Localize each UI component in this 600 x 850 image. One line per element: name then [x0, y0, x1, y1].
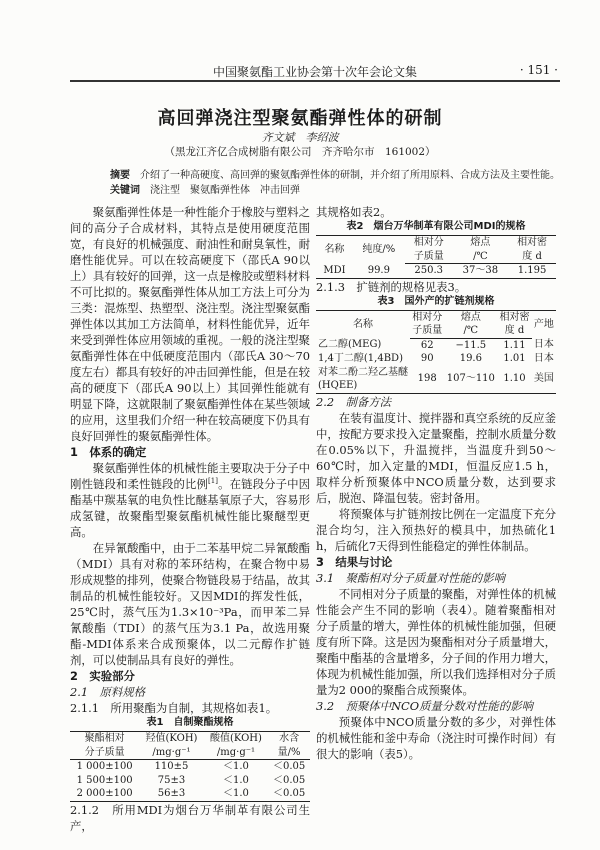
cell: 2 000±100 [76, 788, 133, 799]
cell: 90 [420, 353, 434, 364]
col-header: /mg·g⁻¹ [139, 746, 203, 760]
authors: 齐文斌 李绍波 [261, 131, 339, 144]
col-header: 相对密 [517, 237, 548, 248]
citation: [1] [208, 477, 218, 486]
paragraph: 在装有温度计、搅拌器和真空系统的反应釜中，按配方要求投入定量聚酯，控制水质量分数在0.05%以下，升温搅拌，当温度升到50～60℃时，加入定量的MDI，恒温反应1.5 h，取样分析预聚体中NCO质量分数，达到要求后，脱泡、降温包装。密封备用。 [316, 410, 556, 505]
table-1-title: 表1 自制聚酯规格 [146, 717, 234, 728]
col-header: 熔点 [460, 311, 481, 323]
table-row [316, 338, 556, 352]
section-2-2-heading: 2.2 制备方法 [316, 394, 392, 409]
table-row [316, 264, 556, 279]
text: 聚氨酯弹性体的机械性能主要取决于分子中刚性链段和柔性链段的比例 [70, 461, 310, 491]
table-row [70, 787, 310, 801]
cell: 1.11 [503, 339, 526, 351]
cell: 对苯二酚二羟乙基醚(HQEE) [318, 366, 408, 391]
text: 。在链段分子中因酯基中羰基氧的电负性比醚基氧原子大，容易形成氢键，故聚酯型聚氨酯机械性能比聚醚型更高。 [70, 477, 310, 539]
cell: 1,4丁二醇(1,4BD) [318, 353, 403, 364]
cell: 1 500±100 [76, 774, 133, 786]
col-header: 相对分 [413, 237, 444, 248]
cell: 110±5 [154, 761, 189, 772]
abstract-text: 介绍了一种高硬度、高回弹的聚氨酯弹性体的研制，并介绍了所用原料、合成方法及主要性能。 [140, 170, 560, 181]
cell: 日本 [533, 353, 554, 364]
cell: 99.9 [367, 264, 390, 276]
col-header: 量/% [268, 746, 310, 760]
section-2-1-1: 2.1.1 所用聚酯为自制，其规格如表1。 [70, 701, 278, 715]
col-header: 子质量 [405, 250, 453, 264]
abstract [110, 168, 560, 198]
table-row [316, 352, 556, 366]
right-column [316, 204, 556, 762]
col-header: 子质量 [410, 324, 444, 338]
cell: 37～38 [462, 265, 499, 276]
paper-title: 高回弹浇注型聚氨酯弹性体的研制 [157, 108, 443, 129]
col-header: 产地 [533, 318, 554, 330]
col-header: 纯度/% [362, 244, 396, 255]
paragraph: 预聚体中NCO质量分数的多少，对弹性体的机械性能和釜中寿命（浇注时可操作时间）有很大的影响（表5）。 [316, 714, 556, 761]
section-3-1-heading: 3.1 聚酯相对分子质量对性能的影响 [316, 570, 505, 585]
cell: 1.195 [517, 265, 547, 276]
paragraph: 将预聚体与扩链剂按比例在一定温度下充分混合均匀，注入预热好的模具中，加热硫化1 h，后硫化7天得到性能稳定的弹性体制品。 [316, 506, 556, 553]
affiliation: （黑龙江齐亿合成树脂有限公司 齐齐哈尔市 161002） [164, 146, 436, 158]
running-header [70, 60, 560, 80]
continuation: 其规格如表2。 [316, 205, 392, 219]
table-3-title: 表3 国外产的扩链剂规格 [377, 295, 495, 307]
cell: 107～110 [446, 373, 495, 385]
col-header: 酸值(KOH) [209, 733, 262, 744]
keywords-label: 关键词 [110, 185, 140, 196]
section-3-heading: 3 结果与讨论 [316, 554, 393, 569]
col-header: 名称 [324, 244, 345, 255]
section-2-1-heading: 2.1 原料规格 [70, 685, 146, 699]
paragraph [70, 460, 310, 540]
section-2-heading: 2 实验部分 [70, 669, 135, 683]
abstract-label: 摘要 [110, 170, 130, 181]
page-number: · 151 · [519, 63, 558, 77]
cell: 1 000±100 [76, 761, 133, 772]
cell: 250.3 [414, 265, 444, 276]
cell: ＜1.0 [223, 761, 249, 772]
keywords: 浇注型 聚氨酯弹性体 冲击回弹 [150, 185, 300, 196]
journal-title: 中国聚氨酯工业协会第十次年会论文集 [212, 65, 417, 79]
left-column [70, 204, 310, 834]
section-2-1-2: 2.1.2 所用MDI为烟台万华制革有限公司生产， [70, 802, 310, 833]
intro-paragraph: 聚氨酯弹性体是一种性能介于橡胶与塑料之间的高分子合成材料，其特点是使用硬度范围宽，有良好的机械强度、耐油性和耐臭氧性，耐磨性能优异。可以在较高硬度下（邵氏A 90以上）具有较好的回弹，这一点是橡胶或塑料材料不可比拟的。聚氨酯弹性体从加工方法上可分为三类：混炼型、热塑型、浇注型。浇注型聚氨酯弹性体以其加工方法简单，材料性能优异，近年来受到弹性体应用领域的重视。一般的浇注型聚氨酯弹性体在中低硬度范围内（邵氏A 30～70度左右）都具有较好的冲击回弹性能，但是在较高的硬度下（邵氏A 90以上）其回弹性能就有明显下降，这就限制了聚氨酯弹性体在某些领域的应用，这里我们介绍一种在较高硬度下仍具有良好回弹性的聚氨酯弹性体。 [70, 205, 310, 443]
table-1 [70, 731, 310, 802]
cell: ＜0.05 [272, 761, 306, 772]
table-2 [316, 235, 556, 279]
col-header: /mg·g⁻¹ [204, 746, 268, 760]
cell: 乙二醇(MEG) [318, 339, 382, 351]
col-header: /℃ [453, 250, 509, 264]
cell: 日本 [533, 339, 554, 351]
col-header: 羟值(KOH) [145, 733, 198, 744]
col-header: 熔点 [470, 237, 491, 248]
cell: ＜1.0 [223, 788, 249, 799]
cell: 19.6 [459, 353, 482, 364]
table-2-title: 表2 烟台万华制革有限公司MDI的规格 [346, 221, 526, 232]
header-rule [70, 80, 560, 82]
col-header: 聚酯相对 [84, 733, 125, 744]
col-header: 水含 [279, 733, 300, 744]
cell: 56±3 [157, 788, 186, 799]
col-header: 度 d [497, 324, 531, 338]
table-row [70, 760, 310, 774]
cell: 1.01 [503, 353, 526, 364]
table-3 [316, 310, 556, 394]
section-1-heading: 1 体系的确定 [70, 445, 147, 459]
cell: −11.5 [455, 339, 487, 351]
table-row [70, 774, 310, 788]
col-header: /℃ [444, 324, 497, 338]
section-3-2-heading: 3.2 预聚体中NCO质量分数对性能的影响 [316, 698, 533, 713]
cell: 62 [420, 339, 434, 351]
table-row [316, 366, 556, 394]
cell: ＜0.05 [272, 774, 306, 786]
col-header: 分子质量 [70, 746, 139, 760]
cell: MDI [323, 264, 346, 276]
col-header: 相对分 [412, 311, 443, 323]
cell: 美国 [533, 373, 554, 385]
cell: 1.10 [503, 373, 526, 385]
col-header: 相对密 [499, 311, 530, 323]
cell: 198 [417, 373, 437, 385]
cell: ＜1.0 [223, 774, 249, 786]
col-header: 名称 [353, 318, 373, 330]
section-2-1-3: 2.1.3 扩链剂的规格见表3。 [316, 279, 467, 294]
col-header: 度 d [508, 250, 556, 264]
paragraph: 不同相对分子质量的聚酯，对弹性体的机械性能会产生不同的影响（表4）。随着聚酯相对分子质量的增大，弹性体的机械性能加强，但硬度有所下降。这是因为聚酯相对分子质量增大，聚酯中酯基的含量增多，分子间的作用力增大，体现为机械性能加强，所以我们选择相对分子质量为2 000的聚酯合成预聚体。 [316, 586, 556, 697]
cell: 75±3 [157, 774, 186, 786]
paragraph: 在异氰酸酯中，由于二苯基甲烷二异氰酸酯（MDI）具有对称的苯环结构，在聚合物中易形成规整的排列，使聚合物链段易于结晶，故其制品的机械性能较好。又因MDI的挥发性低，25℃时，蒸气压为1.3×10⁻³Pa，而甲苯二异氰酸酯（TDI）的蒸气压为3.1 Pa，故选用聚酯-MDI体系来合成预聚体，以二元醇作扩链剂，可以使制品具有良好的弹性。 [70, 541, 310, 667]
cell: ＜0.05 [272, 788, 306, 799]
